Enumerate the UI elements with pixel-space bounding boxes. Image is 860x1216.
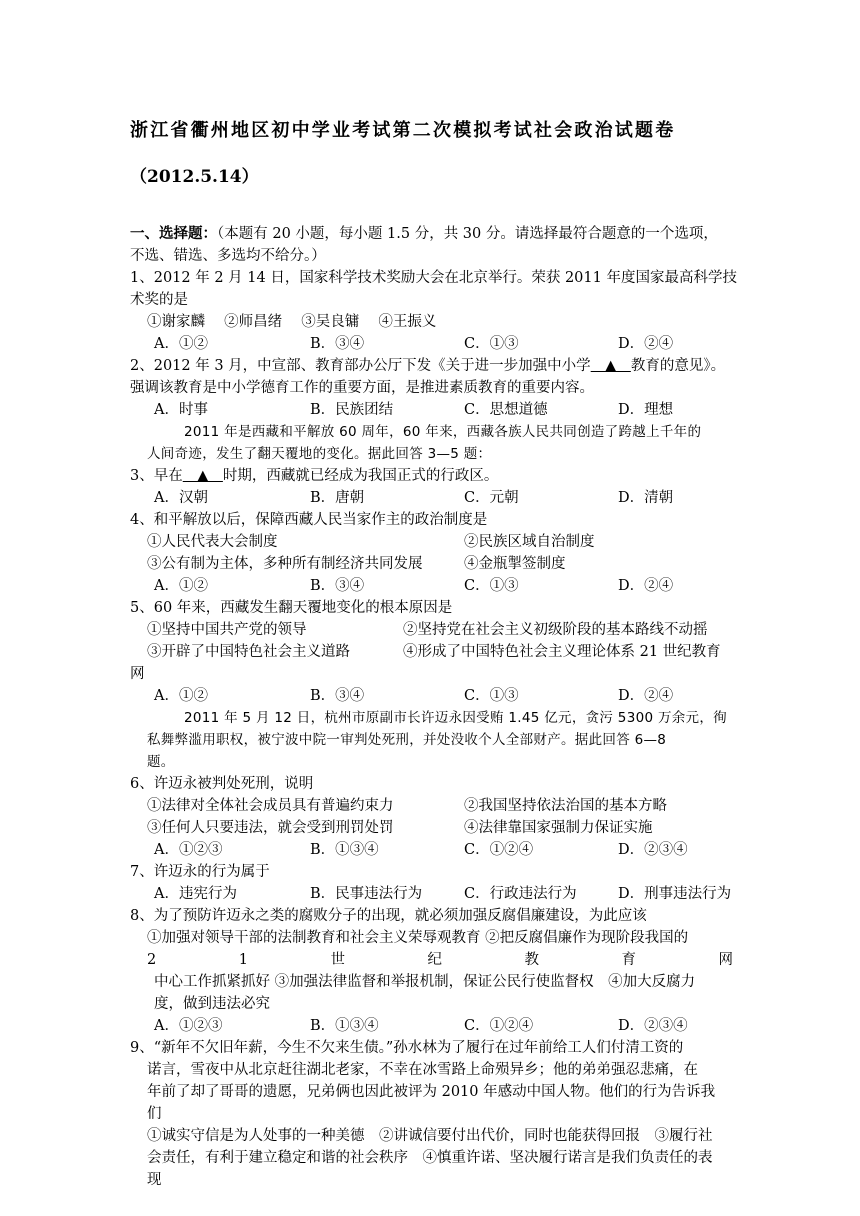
q8-item-1: ①加强对领导干部的法制教育和社会主义荣辱观教育 ②把反腐倡廉作为现阶段我国的 [147, 930, 689, 946]
q3-stem [130, 466, 498, 486]
material-2-line-2: 私舞弊滥用职权，被宁波中院一审判处死刑，并处没收个人全部财产。据此回答 6—8 [147, 732, 667, 748]
q4-option-c: C．①③ [464, 578, 519, 594]
q3-option-c: C．元朝 [464, 490, 519, 506]
q2-stem-1b: 教育的意见》。 [630, 358, 726, 374]
q9-stem-4: 们 [147, 1106, 162, 1122]
q3-option-d: D．清朝 [618, 490, 674, 506]
q2-stem-1 [130, 356, 725, 376]
q8-option-c: C．①②④ [464, 1018, 534, 1034]
q6-option-b: B．①③④ [310, 842, 379, 858]
q3-stem-b: 时期，西藏就已经成为我国正式的行政区。 [222, 468, 499, 484]
material-1-line-1: 2011 年是西藏和平解放 60 周年，60 年来，西藏各族人民共同创造了跨越上千年的 [184, 424, 702, 440]
q6-option-c: C．①②④ [464, 842, 534, 858]
q7-stem: 7、许迈永的行为属于 [130, 864, 270, 880]
q8-option-d: D．②③④ [618, 1018, 688, 1034]
q2-option-d: D．理想 [618, 402, 674, 418]
q9-stem-1: 9、“新年不欠旧年薪，今生不欠来生债。”孙水林为了履行在过年前给工人们付清工资的 [130, 1040, 684, 1056]
q3-stem-a: 3、早在 [130, 468, 183, 484]
q8-item-line-3: 中心工作抓紧抓好 ③加强法律监督和举报机制，保证公民行使监督权 ④加大反腐力 [154, 974, 696, 990]
q9-stem-2: 诺言，雪夜中从北京赶往湖北老家，不幸在冰雪路上命殒异乡；他的弟弟强忍悲痛，在 [147, 1062, 698, 1078]
q5-option-c: C．①③ [464, 688, 519, 704]
q4-stem: 4、和平解放以后，保障西藏人民当家作主的政治制度是 [130, 512, 488, 528]
q3-option-b: B．唐朝 [310, 490, 365, 506]
q6-item-2: ②我国坚持依法治国的基本方略 [464, 798, 667, 814]
section-desc-1: （本题有 20 小题，每小题 1.5 分，共 30 分。请选择最符合题意的一个选项， [217, 226, 718, 242]
q4-option-a: A．①② [154, 578, 208, 594]
material-1-line-2: 人间奇迹，发生了翻天覆地的变化。据此回答 3—5 题： [147, 446, 492, 462]
q4-item-1: ①人民代表大会制度 [147, 534, 278, 550]
section-desc-2: 不选、错选、多选均不给分。） [130, 248, 326, 264]
q8-option-a: A．①②③ [154, 1018, 223, 1034]
q2-blank: ▲ [590, 358, 631, 374]
q9-item-line-3: 现 [147, 1172, 162, 1188]
q6-option-a: A．①②③ [154, 842, 223, 858]
q2-option-b: B．民族团结 [310, 402, 394, 418]
q6-item-3: ③任何人只要违法，就会受到刑罚处罚 [147, 820, 394, 836]
q5-item-3: ③开辟了中国特色社会主义道路 [147, 644, 350, 660]
q8-spread-3: 纪 [427, 952, 442, 968]
q1-option-b: B．③④ [310, 336, 365, 352]
q8-stem: 8、为了预防许迈永之类的腐败分子的出现，就必须加强反腐倡廉建设，为此应该 [130, 908, 647, 924]
q1-stem-2: 术奖的是 [130, 292, 188, 308]
q7-option-d: D．刑事违法行为 [618, 886, 732, 902]
q5-option-d: D．②④ [618, 688, 674, 704]
q6-option-d: D．②③④ [618, 842, 688, 858]
exam-title: 浙江省衢州地区初中学业考试第二次模拟考试社会政治试题卷 [130, 120, 676, 141]
q4-option-b: B．③④ [310, 578, 365, 594]
q9-stem-3: 年前了却了哥哥的遗愿，兄弟俩也因此被评为 2010 年感动中国人物。他们的行为告诉我 [147, 1084, 716, 1100]
q1-option-c: C．①③ [464, 336, 519, 352]
q4-option-d: D．②④ [618, 578, 674, 594]
exam-date: （2012.5.14） [130, 167, 259, 187]
q1-option-a: A．①② [154, 336, 208, 352]
q8-spread-line [147, 950, 733, 970]
q4-item-3: ③公有制为主体，多种所有制经济共同发展 [147, 556, 423, 572]
q7-option-b: B．民事违法行为 [310, 886, 423, 902]
q2-option-a: A．时事 [154, 402, 208, 418]
q8-spread-6: 网 [718, 952, 733, 968]
q8-spread-4: 教 [524, 952, 539, 968]
section-head: 一、选择题： [130, 225, 217, 242]
q8-spread-1: 1 [238, 952, 248, 968]
material-2-line-1: 2011 年 5 月 12 日，杭州市原副市长许迈永因受贿 1.45 亿元，贪污 5300 万余元，徇 [184, 710, 727, 726]
q1-option-d: D．②④ [618, 336, 674, 352]
q8-option-b: B．①③④ [310, 1018, 379, 1034]
q7-option-c: C．行政违法行为 [464, 886, 577, 902]
q1-items: ①谢家麟 ②师昌绪 ③吴良镛 ④王振义 [147, 314, 437, 330]
q5-stem: 5、60 年来，西藏发生翻天覆地变化的根本原因是 [130, 600, 453, 616]
q6-item-4: ④法律靠国家强制力保证实施 [464, 820, 653, 836]
q8-item-line-4: 度，做到违法必究 [154, 996, 270, 1012]
q5-option-b: B．③④ [310, 688, 365, 704]
q9-item-line-2: 会责任，有利于建立稳定和谐的社会秩序 ④慎重许诺、坚决履行诺言是我们负责任的表 [147, 1150, 713, 1166]
q5-item-1: ①坚持中国共产党的领导 [147, 622, 307, 638]
q1-stem-1: 1、2012 年 2 月 14 日，国家科学技术奖励大会在北京举行。荣获 2011 年度国家最高科学技 [130, 270, 737, 286]
q5-item-2: ②坚持党在社会主义初级阶段的基本路线不动摇 [403, 622, 708, 638]
material-2-line-3: 题。 [147, 754, 175, 770]
q4-item-4: ④金瓶掣签制度 [464, 556, 566, 572]
q2-stem-2: 强调该教育是中小学德育工作的重要方面，是推进素质教育的重要内容。 [130, 380, 594, 396]
q5-item-4: ④形成了中国特色社会主义理论体系 21 世纪教育 [403, 644, 721, 660]
q8-spread-0: 2 [147, 952, 157, 968]
q3-blank: ▲ [182, 468, 223, 484]
q3-option-a: A．汉朝 [154, 490, 208, 506]
q6-stem: 6、许迈永被判处死刑，说明 [130, 776, 314, 792]
q8-spread-5: 育 [621, 952, 636, 968]
q8-spread-2: 世 [330, 952, 345, 968]
q2-stem-1a: 2、2012 年 3 月，中宣部、教育部办公厅下发《关于进一步加强中小学 [130, 358, 591, 374]
q7-option-a: A．违宪行为 [154, 886, 237, 902]
q4-item-2: ②民族区域自治制度 [464, 534, 595, 550]
q6-item-1: ①法律对全体社会成员具有普遍约束力 [147, 798, 394, 814]
q5-option-a: A．①② [154, 688, 208, 704]
q9-item-line-1: ①诚实守信是为人处事的一种美德 ②讲诚信要付出代价，同时也能获得回报 ③履行社 [147, 1128, 713, 1144]
q5-item-4-wrap: 网 [130, 666, 145, 682]
q2-option-c: C．思想道德 [464, 402, 548, 418]
section-header [130, 224, 718, 244]
